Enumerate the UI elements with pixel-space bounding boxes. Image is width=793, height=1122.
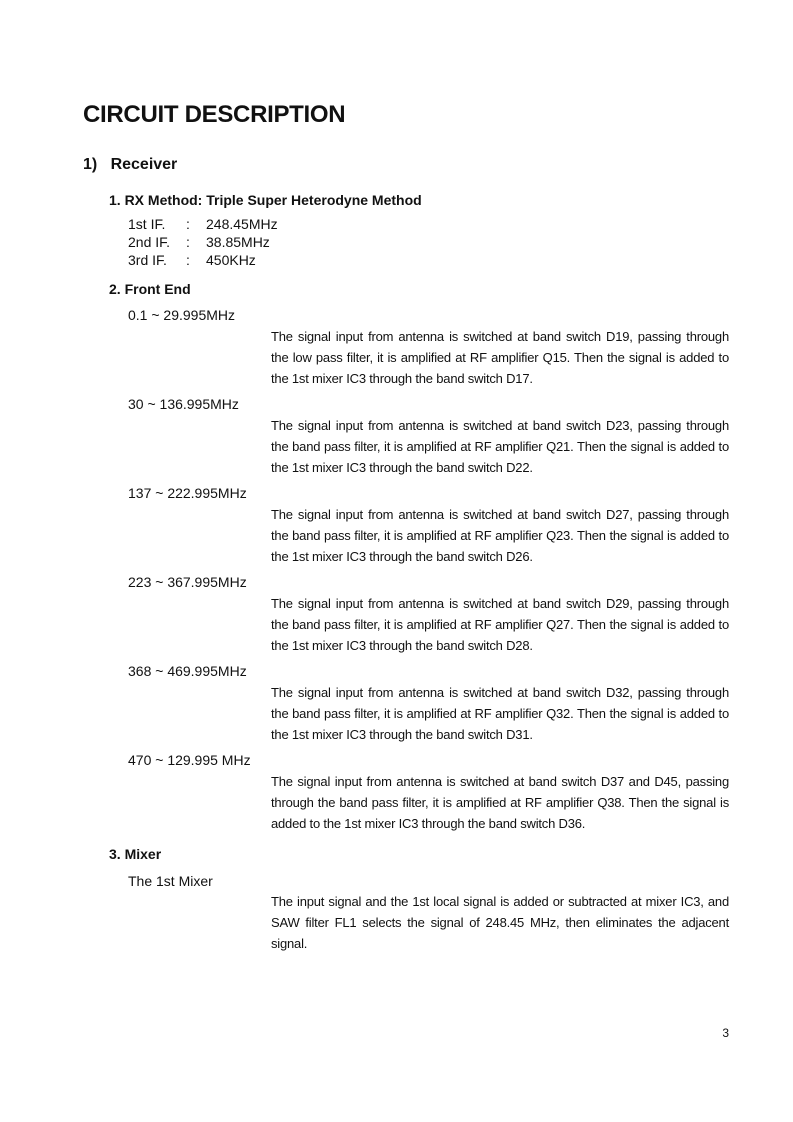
mixer-subheading: The 1st Mixer — [128, 873, 213, 889]
if-row-1st — [128, 216, 278, 232]
band-range: 223 ~ 367.995MHz — [128, 574, 247, 590]
band-description: The signal input from antenna is switched at band switch D29, passing through the band pass filter, it is amplified at RF amplifier Q27. Then the signal is added to the 1st mixer IC3 through the band switch D28. — [271, 596, 729, 653]
band-range: 137 ~ 222.995MHz — [128, 485, 247, 501]
if-colon: : — [186, 234, 190, 250]
band-description: The signal input from antenna is switched at band switch D37 and D45, passing through the band pass filter, it is amplified at RF amplifier Q38. Then the signal is added to the 1st mixer IC3 through the band switch D36. — [271, 774, 729, 831]
rx-method-heading: 1. RX Method: Triple Super Heterodyne Method — [109, 192, 422, 208]
if-value: 450KHz — [206, 252, 256, 268]
band-description: The signal input from antenna is switched at band switch D27, passing through the band pass filter, it is amplified at RF amplifier Q23. Then the signal is added to the 1st mixer IC3 through the band switch D26. — [271, 507, 729, 564]
band-description: The signal input from antenna is switched at band switch D32, passing through the band pass filter, it is amplified at RF amplifier Q32. Then the signal is added to the 1st mixer IC3 through the band switch D31. — [271, 685, 729, 742]
if-value: 248.45MHz — [206, 216, 278, 232]
if-name: 2nd IF. — [128, 234, 171, 250]
band-range: 470 ~ 129.995 MHz — [128, 752, 251, 768]
section-heading-receiver: 1) Receiver — [83, 156, 178, 173]
mixer-description: The input signal and the 1st local signal is added or subtracted at mixer IC3, and SAW filter FL1 selects the signal of 248.45 MHz, then eliminates the adjacent signal. — [271, 894, 729, 951]
if-row-2nd — [128, 234, 270, 250]
if-colon: : — [186, 216, 190, 232]
band-description: The signal input from antenna is switched at band switch D23, passing through the band pass filter, it is amplified at RF amplifier Q21. Then the signal is added to the 1st mixer IC3 through the band switch D22. — [271, 418, 729, 475]
band-description: The signal input from antenna is switched at band switch D19, passing through the low pass filter, it is amplified at RF amplifier Q15. Then the signal is added to the 1st mixer IC3 through the band switch D17. — [271, 329, 729, 386]
if-name: 1st IF. — [128, 216, 166, 232]
page-title: CIRCUIT DESCRIPTION — [83, 101, 346, 128]
if-row-3rd — [128, 252, 256, 268]
if-name: 3rd IF. — [128, 252, 167, 268]
mixer-heading: 3. Mixer — [109, 846, 162, 862]
if-colon: : — [186, 252, 190, 268]
band-range: 368 ~ 469.995MHz — [128, 663, 247, 679]
band-range: 30 ~ 136.995MHz — [128, 396, 239, 412]
page-number: 3 — [722, 1026, 729, 1040]
front-end-heading: 2. Front End — [109, 281, 191, 297]
band-range: 0.1 ~ 29.995MHz — [128, 307, 236, 323]
if-value: 38.85MHz — [206, 234, 270, 250]
